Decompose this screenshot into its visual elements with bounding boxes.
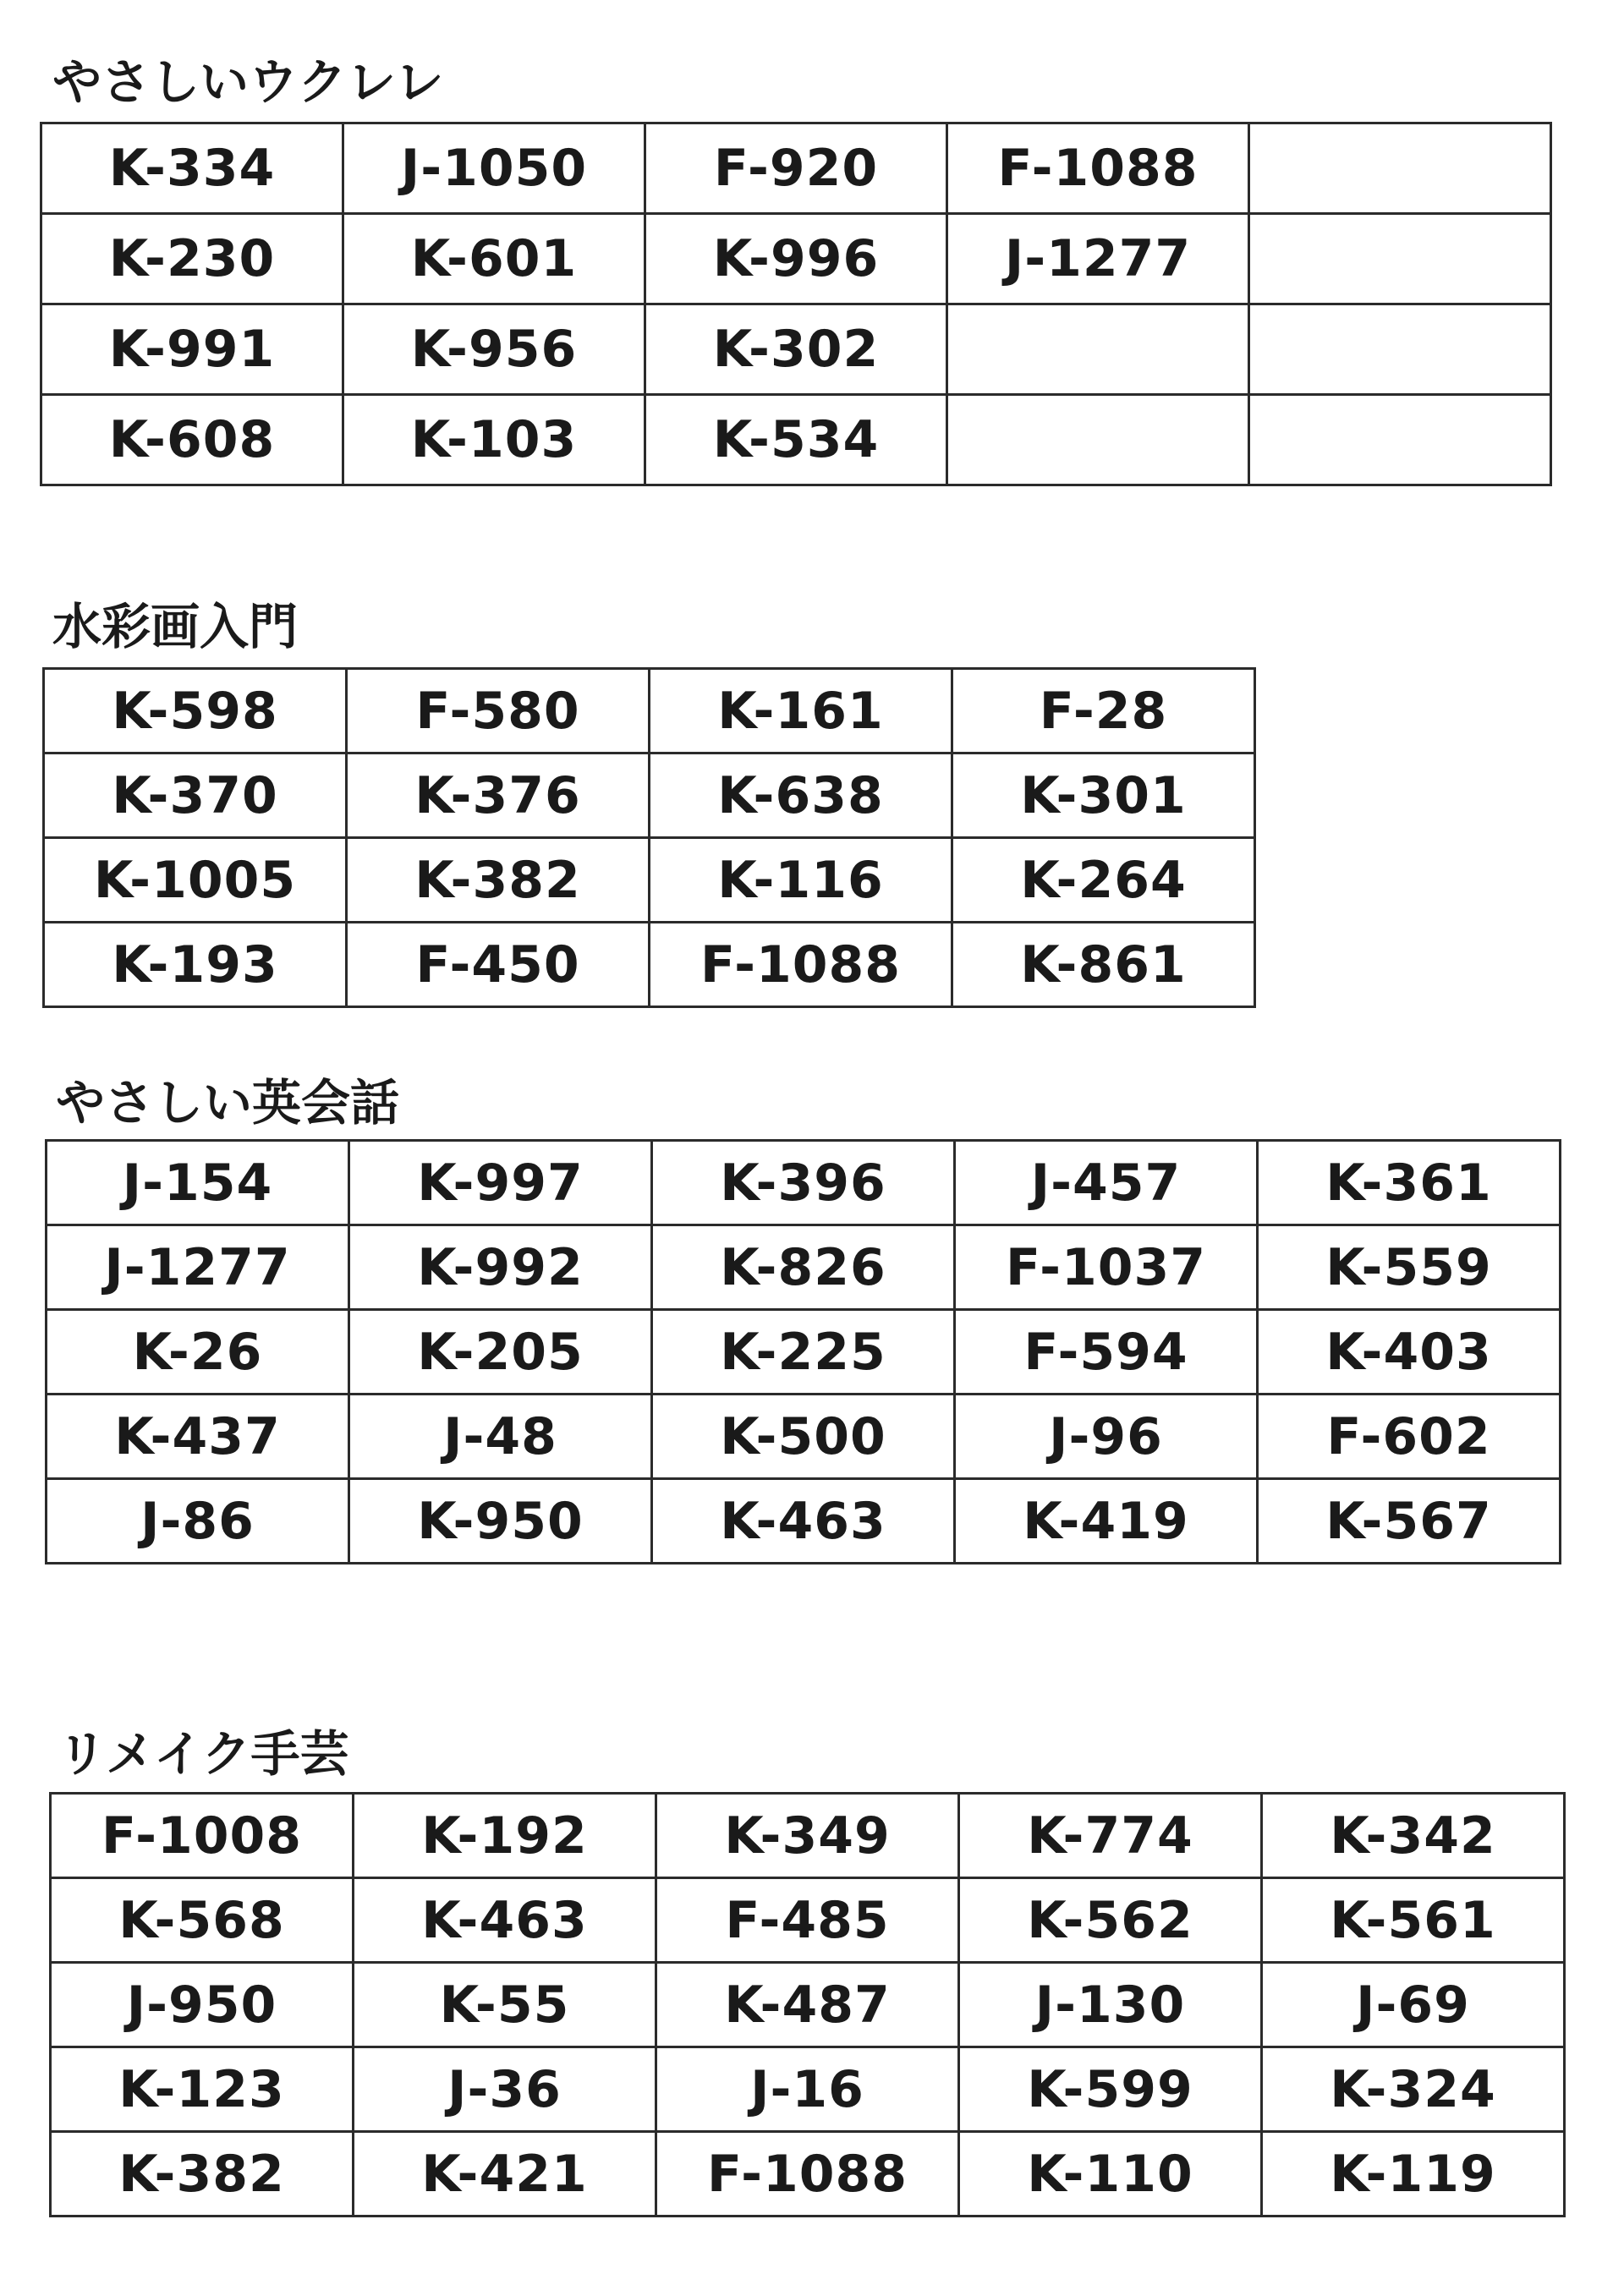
- table-cell: K-950: [349, 1479, 652, 1564]
- table-cell: K-403: [1258, 1310, 1561, 1395]
- table-cell: K-55: [354, 1963, 656, 2047]
- table-cell: F-1088: [947, 123, 1249, 214]
- table-row: [51, 1963, 1565, 2047]
- table-cell: K-361: [1258, 1141, 1561, 1225]
- table-cell: F-580: [347, 669, 650, 753]
- table-row: [44, 669, 1255, 753]
- table-cell: [1249, 123, 1551, 214]
- table-cell: K-103: [343, 395, 645, 485]
- table-cell: K-421: [354, 2132, 656, 2217]
- table-cell: K-302: [645, 304, 947, 395]
- code-table-remake-craft: [49, 1792, 1566, 2217]
- table-row: [41, 304, 1551, 395]
- table-cell: K-861: [952, 923, 1255, 1007]
- table-row: [51, 2047, 1565, 2132]
- table-cell: K-996: [645, 214, 947, 304]
- table-cell: K-376: [347, 753, 650, 838]
- table-cell: K-419: [955, 1479, 1258, 1564]
- table-cell: K-26: [47, 1310, 349, 1395]
- table-cell: K-599: [959, 2047, 1262, 2132]
- code-table-english: [45, 1139, 1561, 1564]
- table-cell: K-301: [952, 753, 1255, 838]
- table-cell: K-342: [1262, 1794, 1565, 1878]
- table-cell: [947, 304, 1249, 395]
- table-row: [51, 2132, 1565, 2217]
- table-cell: K-598: [44, 669, 347, 753]
- table-cell: J-950: [51, 1963, 354, 2047]
- table-cell: K-192: [354, 1794, 656, 1878]
- table-cell: J-86: [47, 1479, 349, 1564]
- table-cell: J-96: [955, 1395, 1258, 1479]
- table-cell: F-450: [347, 923, 650, 1007]
- table-cell: K-324: [1262, 2047, 1565, 2132]
- table-cell: K-230: [41, 214, 343, 304]
- table-cell: K-463: [652, 1479, 955, 1564]
- table-cell: K-463: [354, 1878, 656, 1963]
- table-row: [41, 123, 1551, 214]
- table-cell: K-382: [347, 838, 650, 923]
- table-row: [44, 838, 1255, 923]
- table-cell: J-130: [959, 1963, 1262, 2047]
- table-cell: K-608: [41, 395, 343, 485]
- table-cell: J-154: [47, 1141, 349, 1225]
- table-cell: F-1008: [51, 1794, 354, 1878]
- table-row: [44, 753, 1255, 838]
- table-cell: K-956: [343, 304, 645, 395]
- section-title-watercolor: 水彩画入門: [52, 598, 299, 655]
- table-cell: K-774: [959, 1794, 1262, 1878]
- table-cell: J-1277: [947, 214, 1249, 304]
- table-cell: K-826: [652, 1225, 955, 1310]
- table-cell: J-1277: [47, 1225, 349, 1310]
- table-row: [47, 1225, 1561, 1310]
- table-cell: K-1005: [44, 838, 347, 923]
- table-cell: K-123: [51, 2047, 354, 2132]
- table-row: [51, 1794, 1565, 1878]
- table-cell: K-349: [656, 1794, 959, 1878]
- table-cell: F-920: [645, 123, 947, 214]
- table-row: [47, 1395, 1561, 1479]
- section-title-remake-craft: リメイク手芸: [58, 1725, 349, 1783]
- table-cell: F-1088: [650, 923, 952, 1007]
- table-cell: F-1088: [656, 2132, 959, 2217]
- table-cell: K-561: [1262, 1878, 1565, 1963]
- table-cell: K-205: [349, 1310, 652, 1395]
- table-cell: J-457: [955, 1141, 1258, 1225]
- table-row: [41, 395, 1551, 485]
- table-cell: [947, 395, 1249, 485]
- table-cell: K-264: [952, 838, 1255, 923]
- table-row: [47, 1141, 1561, 1225]
- table-cell: K-193: [44, 923, 347, 1007]
- code-table-ukulele: [40, 122, 1552, 486]
- table-cell: K-500: [652, 1395, 955, 1479]
- table-cell: F-594: [955, 1310, 1258, 1395]
- table-row: [41, 214, 1551, 304]
- table-cell: K-559: [1258, 1225, 1561, 1310]
- table-cell: J-1050: [343, 123, 645, 214]
- table-cell: K-161: [650, 669, 952, 753]
- table-cell: K-437: [47, 1395, 349, 1479]
- table-cell: F-602: [1258, 1395, 1561, 1479]
- table-row: [47, 1479, 1561, 1564]
- table-cell: K-487: [656, 1963, 959, 2047]
- table-cell: [1249, 395, 1551, 485]
- table-cell: K-568: [51, 1878, 354, 1963]
- table-cell: J-69: [1262, 1963, 1565, 2047]
- table-cell: K-334: [41, 123, 343, 214]
- table-cell: K-119: [1262, 2132, 1565, 2217]
- table-cell: K-382: [51, 2132, 354, 2217]
- table-cell: K-562: [959, 1878, 1262, 1963]
- table-cell: K-116: [650, 838, 952, 923]
- table-cell: K-601: [343, 214, 645, 304]
- table-cell: K-997: [349, 1141, 652, 1225]
- section-title-english: やさしい英会話: [56, 1074, 400, 1132]
- table-cell: K-992: [349, 1225, 652, 1310]
- table-cell: J-36: [354, 2047, 656, 2132]
- table-cell: [1249, 214, 1551, 304]
- table-cell: K-225: [652, 1310, 955, 1395]
- table-cell: K-534: [645, 395, 947, 485]
- table-cell: K-396: [652, 1141, 955, 1225]
- table-cell: F-485: [656, 1878, 959, 1963]
- code-table-watercolor: [42, 667, 1256, 1008]
- table-cell: [1249, 304, 1551, 395]
- table-cell: K-567: [1258, 1479, 1561, 1564]
- table-cell: J-48: [349, 1395, 652, 1479]
- table-row: [44, 923, 1255, 1007]
- table-cell: K-370: [44, 753, 347, 838]
- table-cell: K-110: [959, 2132, 1262, 2217]
- table-cell: F-1037: [955, 1225, 1258, 1310]
- table-cell: F-28: [952, 669, 1255, 753]
- table-row: [47, 1310, 1561, 1395]
- section-title-ukulele: やさしいウクレレ: [52, 53, 444, 111]
- table-cell: K-991: [41, 304, 343, 395]
- table-cell: K-638: [650, 753, 952, 838]
- table-row: [51, 1878, 1565, 1963]
- table-cell: J-16: [656, 2047, 959, 2132]
